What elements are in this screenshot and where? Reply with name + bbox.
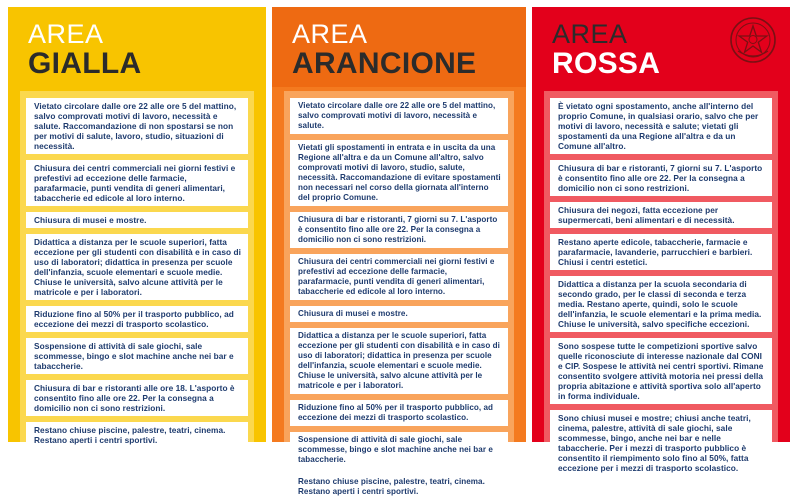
rule-item: Didattica a distanza per le scuole superiori, fatta eccezione per gli studenti con disabilità e in caso di uso di laboratori; didattica in presenza per scuole dell'infanzia, scuole elementari e scuole medie. Chiuse le università, salvo alcune attività per le matricole e per i laboratori. (290, 328, 508, 394)
rule-item: Chiusura di bar e ristoranti alle ore 18. L'asporto è consentito fino alle ore 22. Per la consegna a domicilio non ci sono restrizioni. (26, 380, 248, 416)
rule-item: Chiusura di bar e ristoranti, 7 giorni su 7. L'asporto è consentito fino alle ore 22. Per la consegna a domicilio non ci sono restrizioni. (550, 160, 772, 196)
rule-item: Sospensione di attività di sale giochi, sale scommesse, bingo e slot machine anche nei bar e tabaccherie. (26, 338, 248, 374)
panel-header (532, 7, 790, 87)
rule-item: È vietato ogni spostamento, anche all'interno del proprio Comune, in qualsiasi orario, salvo che per motivi di lavoro, necessità e salute; vietati gli spostamenti da una Regione all'altra e da un Comune all'altro. (550, 98, 772, 154)
rule-item: Chiusura dei negozi, fatta eccezione per supermercati, beni alimentari e di necessità. (550, 202, 772, 228)
rule-item: Restano chiuse piscine, palestre, teatri, cinema. Restano aperti i centri sportivi. (26, 422, 248, 448)
title-rossa: ROSSA (552, 47, 661, 80)
rule-item: Vietati gli spostamenti in entrata e in uscita da una Regione all'altra e da un Comune all'altro, salvo comprovati motivi di lavoro, studio, salute, necessità. Raccomandazione di evitare spostamenti non necessari nel corso della giornata all'interno del proprio Comune. (290, 140, 508, 206)
rule-item: Chiusura di musei e mostre. (290, 306, 508, 322)
title-area: AREA (552, 19, 628, 49)
title-area: AREA (28, 19, 104, 49)
panel-area-gialla (8, 7, 266, 445)
rule-item: Sono sospese tutte le competizioni sportive salvo quelle riconosciute di interesse nazionale dal CONI e CIP. Sospese le attività nei centri sportivi. Rimane consentito svolgere attività motoria nei pressi della propria abitazione e attività sportiva solo all'aperto in forma individuale. (550, 338, 772, 404)
panel-area-arancione (272, 7, 526, 496)
panel-area-rossa (532, 7, 790, 473)
rule-item: Didattica a distanza per le scuole superiori, fatta eccezione per gli studenti con disabilità e in caso di uso di laboratori; didattica in presenza per scuole dell'infanzia, scuole elementari e scuole medie. Chiuse le università, salvo alcune attività per le matricole e per i laboratori. (26, 234, 248, 300)
rules-list (544, 91, 778, 473)
rules-list (20, 91, 254, 445)
panel-header (8, 7, 266, 87)
rules-list (284, 91, 514, 496)
rule-item: Chiusura di musei e mostre. (26, 212, 248, 228)
rule-item: Didattica a distanza per la scuola secondaria di secondo grado, per le classi di seconda e terza media. Restano aperte, quindi, solo le scuole dell'infanzia, le scuole elementari e la prima media. Chiuse le università, salvo specifiche eccezioni. (550, 276, 772, 332)
rule-item: Vietato circolare dalle ore 22 alle ore 5 del mattino, salvo comprovati motivi di lavoro, necessità e salute. (290, 98, 508, 134)
title-gialla: GIALLA (28, 47, 142, 80)
rule-item: Chiusura dei centri commerciali nei giorni festivi e prefestivi ad eccezione delle farmacie, parafarmacie, punti vendita di generi alimentari, tabaccherie ed edicole al loro interno. (26, 160, 248, 206)
rule-item: Riduzione fino al 50% per il trasporto pubblico, ad eccezione dei mezzi di trasporto scolastico. (290, 400, 508, 426)
rule-item: Chiusura di bar e ristoranti, 7 giorni su 7. L'asporto è consentito fino alle ore 22. Per la consegna a domicilio non ci sono restrizioni. (290, 212, 508, 248)
rule-item: Chiusura dei centri commerciali nei giorni festivi e prefestivi ad eccezione delle farmacie, parafarmacie, punti vendita di generi alimentari, tabaccherie ed edicole al loro interno. (290, 254, 508, 300)
rule-item: Sono chiusi musei e mostre; chiusi anche teatri, cinema, palestre, attività di sale giochi, sale scommesse, bingo, anche nei bar e nelle tabaccherie. Per i mezzi di trasporto pubblico è consentito il riempimento solo fino al 50%, fatta eccezione per i mezzi di trasporto scolastico. (550, 410, 772, 476)
panel-header (272, 7, 526, 87)
title-arancione: ARANCIONE (292, 47, 477, 80)
rule-item: Riduzione fino al 50% per il trasporto pubblico, ad eccezione dei mezzi di trasporto scolastico. (26, 306, 248, 332)
rule-item: Restano aperte edicole, tabaccherie, farmacie e parafarmacie, lavanderie, parrucchieri e barbieri. Chiusi i centri estetici. (550, 234, 772, 270)
rule-item: Restano chiuse piscine, palestre, teatri, cinema. Restano aperti i centri sportivi. (290, 474, 508, 500)
rule-item: Sospensione di attività di sale giochi, sale scommesse, bingo e slot machine anche nei bar e tabaccherie. (290, 432, 508, 468)
title-area: AREA (292, 19, 368, 49)
italian-republic-emblem-icon (728, 15, 778, 65)
rule-item: Vietato circolare dalle ore 22 alle ore 5 del mattino, salvo comprovati motivi di lavoro, necessità e salute. Raccomandazione di non spostarsi se non per motivi di salute, lavoro, studio, situazioni di necessità. (26, 98, 248, 154)
